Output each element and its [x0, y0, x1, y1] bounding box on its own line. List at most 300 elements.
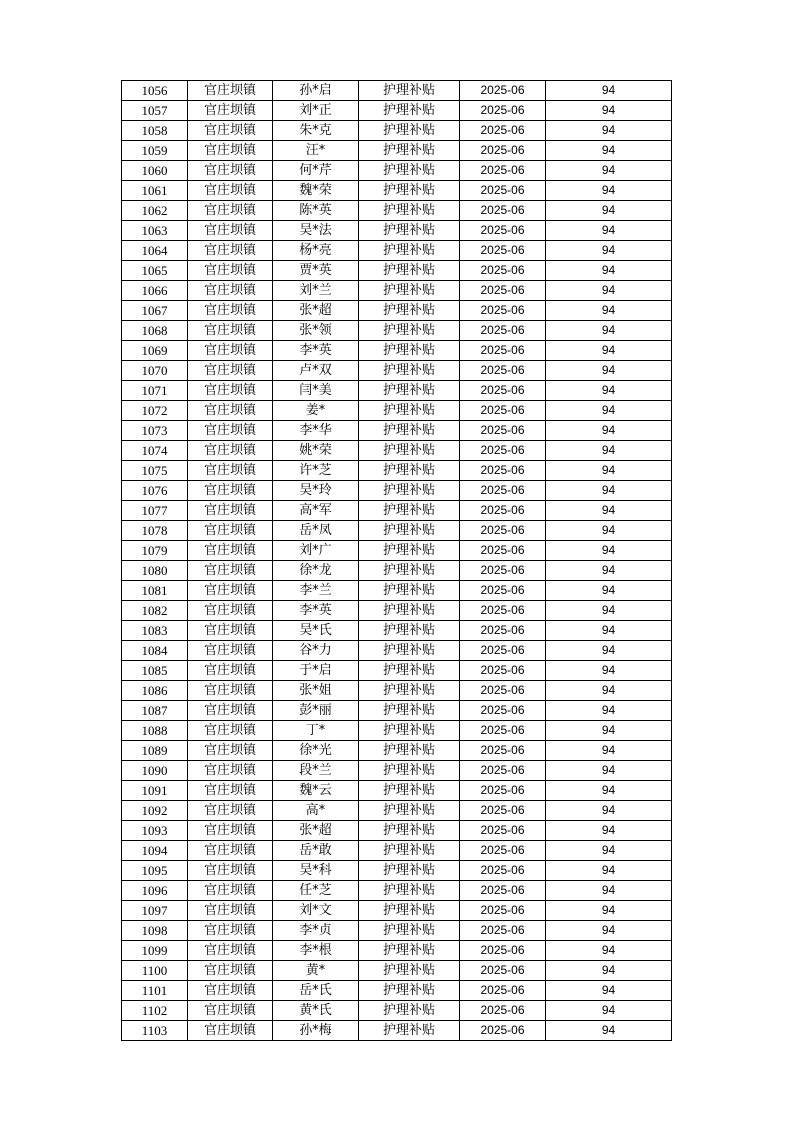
cell-month: 2025-06	[460, 581, 546, 601]
cell-person-name: 孙*梅	[273, 1021, 359, 1041]
cell-serial-number: 1101	[122, 981, 188, 1001]
cell-person-name: 丁*	[273, 721, 359, 741]
cell-amount: 94	[546, 661, 672, 681]
table-row	[122, 461, 672, 481]
cell-amount: 94	[546, 561, 672, 581]
cell-month: 2025-06	[460, 201, 546, 221]
cell-serial-number: 1060	[122, 161, 188, 181]
cell-month: 2025-06	[460, 381, 546, 401]
cell-month: 2025-06	[460, 641, 546, 661]
cell-subsidy-type: 护理补贴	[359, 441, 460, 461]
table-row	[122, 641, 672, 661]
table-row	[122, 741, 672, 761]
cell-town: 官庄坝镇	[188, 721, 273, 741]
cell-serial-number: 1095	[122, 861, 188, 881]
cell-subsidy-type: 护理补贴	[359, 361, 460, 381]
cell-town: 官庄坝镇	[188, 401, 273, 421]
cell-amount: 94	[546, 301, 672, 321]
cell-month: 2025-06	[460, 101, 546, 121]
cell-subsidy-type: 护理补贴	[359, 221, 460, 241]
cell-serial-number: 1068	[122, 321, 188, 341]
cell-subsidy-type: 护理补贴	[359, 281, 460, 301]
cell-serial-number: 1097	[122, 901, 188, 921]
table-row	[122, 721, 672, 741]
cell-person-name: 闫*美	[273, 381, 359, 401]
cell-month: 2025-06	[460, 841, 546, 861]
cell-serial-number: 1096	[122, 881, 188, 901]
cell-subsidy-type: 护理补贴	[359, 81, 460, 101]
cell-subsidy-type: 护理补贴	[359, 1021, 460, 1041]
cell-serial-number: 1085	[122, 661, 188, 681]
cell-town: 官庄坝镇	[188, 501, 273, 521]
cell-town: 官庄坝镇	[188, 701, 273, 721]
cell-town: 官庄坝镇	[188, 481, 273, 501]
cell-month: 2025-06	[460, 401, 546, 421]
cell-town: 官庄坝镇	[188, 781, 273, 801]
cell-town: 官庄坝镇	[188, 901, 273, 921]
cell-subsidy-type: 护理补贴	[359, 941, 460, 961]
cell-person-name: 汪*	[273, 141, 359, 161]
cell-subsidy-type: 护理补贴	[359, 241, 460, 261]
cell-town: 官庄坝镇	[188, 821, 273, 841]
cell-month: 2025-06	[460, 921, 546, 941]
cell-amount: 94	[546, 441, 672, 461]
cell-amount: 94	[546, 821, 672, 841]
cell-person-name: 谷*力	[273, 641, 359, 661]
cell-subsidy-type: 护理补贴	[359, 841, 460, 861]
cell-amount: 94	[546, 1021, 672, 1041]
cell-person-name: 姜*	[273, 401, 359, 421]
cell-subsidy-type: 护理补贴	[359, 981, 460, 1001]
table-row	[122, 781, 672, 801]
cell-town: 官庄坝镇	[188, 221, 273, 241]
cell-town: 官庄坝镇	[188, 281, 273, 301]
cell-town: 官庄坝镇	[188, 981, 273, 1001]
cell-serial-number: 1103	[122, 1021, 188, 1041]
cell-serial-number: 1057	[122, 101, 188, 121]
cell-subsidy-type: 护理补贴	[359, 581, 460, 601]
cell-amount: 94	[546, 341, 672, 361]
cell-month: 2025-06	[460, 701, 546, 721]
table-row	[122, 521, 672, 541]
cell-subsidy-type: 护理补贴	[359, 881, 460, 901]
table-row	[122, 901, 672, 921]
cell-subsidy-type: 护理补贴	[359, 101, 460, 121]
cell-subsidy-type: 护理补贴	[359, 481, 460, 501]
cell-amount: 94	[546, 81, 672, 101]
cell-person-name: 李*华	[273, 421, 359, 441]
cell-town: 官庄坝镇	[188, 761, 273, 781]
subsidy-table	[121, 80, 672, 1041]
cell-person-name: 李*英	[273, 341, 359, 361]
table-row	[122, 241, 672, 261]
cell-serial-number: 1089	[122, 741, 188, 761]
cell-month: 2025-06	[460, 141, 546, 161]
cell-town: 官庄坝镇	[188, 561, 273, 581]
cell-town: 官庄坝镇	[188, 541, 273, 561]
cell-serial-number: 1072	[122, 401, 188, 421]
cell-month: 2025-06	[460, 901, 546, 921]
table-body	[122, 81, 672, 1041]
cell-town: 官庄坝镇	[188, 301, 273, 321]
cell-month: 2025-06	[460, 81, 546, 101]
table-row	[122, 961, 672, 981]
cell-subsidy-type: 护理补贴	[359, 821, 460, 841]
table-row	[122, 581, 672, 601]
cell-subsidy-type: 护理补贴	[359, 561, 460, 581]
cell-town: 官庄坝镇	[188, 381, 273, 401]
cell-amount: 94	[546, 941, 672, 961]
cell-person-name: 魏*云	[273, 781, 359, 801]
cell-subsidy-type: 护理补贴	[359, 401, 460, 421]
cell-amount: 94	[546, 981, 672, 1001]
cell-amount: 94	[546, 681, 672, 701]
cell-amount: 94	[546, 381, 672, 401]
cell-person-name: 徐*龙	[273, 561, 359, 581]
cell-person-name: 岳*凤	[273, 521, 359, 541]
cell-person-name: 张*姐	[273, 681, 359, 701]
cell-town: 官庄坝镇	[188, 641, 273, 661]
cell-town: 官庄坝镇	[188, 661, 273, 681]
cell-amount: 94	[546, 761, 672, 781]
cell-amount: 94	[546, 161, 672, 181]
cell-month: 2025-06	[460, 301, 546, 321]
cell-serial-number: 1061	[122, 181, 188, 201]
cell-serial-number: 1083	[122, 621, 188, 641]
cell-amount: 94	[546, 701, 672, 721]
cell-month: 2025-06	[460, 461, 546, 481]
table-row	[122, 821, 672, 841]
cell-town: 官庄坝镇	[188, 841, 273, 861]
cell-person-name: 黄*	[273, 961, 359, 981]
cell-town: 官庄坝镇	[188, 861, 273, 881]
cell-serial-number: 1059	[122, 141, 188, 161]
cell-amount: 94	[546, 961, 672, 981]
table-row	[122, 761, 672, 781]
cell-serial-number: 1088	[122, 721, 188, 741]
cell-person-name: 李*根	[273, 941, 359, 961]
cell-town: 官庄坝镇	[188, 881, 273, 901]
cell-month: 2025-06	[460, 821, 546, 841]
cell-month: 2025-06	[460, 121, 546, 141]
cell-town: 官庄坝镇	[188, 961, 273, 981]
cell-subsidy-type: 护理补贴	[359, 641, 460, 661]
cell-subsidy-type: 护理补贴	[359, 201, 460, 221]
cell-serial-number: 1099	[122, 941, 188, 961]
cell-person-name: 彭*丽	[273, 701, 359, 721]
cell-subsidy-type: 护理补贴	[359, 761, 460, 781]
cell-town: 官庄坝镇	[188, 521, 273, 541]
table-row	[122, 141, 672, 161]
cell-month: 2025-06	[460, 221, 546, 241]
cell-subsidy-type: 护理补贴	[359, 261, 460, 281]
table-row	[122, 341, 672, 361]
cell-town: 官庄坝镇	[188, 161, 273, 181]
table-row	[122, 101, 672, 121]
cell-month: 2025-06	[460, 261, 546, 281]
cell-amount: 94	[546, 181, 672, 201]
cell-subsidy-type: 护理补贴	[359, 721, 460, 741]
cell-subsidy-type: 护理补贴	[359, 421, 460, 441]
table-row	[122, 281, 672, 301]
cell-month: 2025-06	[460, 281, 546, 301]
cell-subsidy-type: 护理补贴	[359, 1001, 460, 1021]
cell-serial-number: 1087	[122, 701, 188, 721]
table-row	[122, 801, 672, 821]
cell-month: 2025-06	[460, 961, 546, 981]
cell-month: 2025-06	[460, 621, 546, 641]
cell-town: 官庄坝镇	[188, 141, 273, 161]
cell-person-name: 陈*英	[273, 201, 359, 221]
cell-subsidy-type: 护理补贴	[359, 381, 460, 401]
cell-person-name: 高*	[273, 801, 359, 821]
cell-month: 2025-06	[460, 521, 546, 541]
cell-amount: 94	[546, 401, 672, 421]
cell-serial-number: 1086	[122, 681, 188, 701]
cell-amount: 94	[546, 781, 672, 801]
cell-amount: 94	[546, 101, 672, 121]
table-row	[122, 301, 672, 321]
cell-person-name: 刘*文	[273, 901, 359, 921]
cell-person-name: 贾*英	[273, 261, 359, 281]
cell-person-name: 杨*亮	[273, 241, 359, 261]
cell-amount: 94	[546, 281, 672, 301]
cell-serial-number: 1077	[122, 501, 188, 521]
cell-serial-number: 1094	[122, 841, 188, 861]
cell-person-name: 岳*氏	[273, 981, 359, 1001]
cell-serial-number: 1082	[122, 601, 188, 621]
cell-subsidy-type: 护理补贴	[359, 161, 460, 181]
cell-person-name: 徐*光	[273, 741, 359, 761]
cell-subsidy-type: 护理补贴	[359, 901, 460, 921]
cell-month: 2025-06	[460, 501, 546, 521]
cell-subsidy-type: 护理补贴	[359, 301, 460, 321]
cell-amount: 94	[546, 541, 672, 561]
cell-person-name: 任*芝	[273, 881, 359, 901]
cell-person-name: 吴*法	[273, 221, 359, 241]
cell-amount: 94	[546, 461, 672, 481]
cell-town: 官庄坝镇	[188, 741, 273, 761]
cell-month: 2025-06	[460, 181, 546, 201]
cell-person-name: 李*兰	[273, 581, 359, 601]
cell-serial-number: 1075	[122, 461, 188, 481]
cell-person-name: 黄*氏	[273, 1001, 359, 1021]
cell-person-name: 李*贞	[273, 921, 359, 941]
cell-serial-number: 1069	[122, 341, 188, 361]
cell-amount: 94	[546, 421, 672, 441]
cell-serial-number: 1067	[122, 301, 188, 321]
table-row	[122, 601, 672, 621]
table-row	[122, 981, 672, 1001]
table-row	[122, 201, 672, 221]
cell-amount: 94	[546, 721, 672, 741]
cell-serial-number: 1066	[122, 281, 188, 301]
cell-subsidy-type: 护理补贴	[359, 961, 460, 981]
table-row	[122, 221, 672, 241]
cell-month: 2025-06	[460, 661, 546, 681]
cell-subsidy-type: 护理补贴	[359, 461, 460, 481]
cell-person-name: 李*英	[273, 601, 359, 621]
cell-amount: 94	[546, 641, 672, 661]
table-row	[122, 261, 672, 281]
cell-month: 2025-06	[460, 361, 546, 381]
table-row	[122, 841, 672, 861]
cell-person-name: 高*军	[273, 501, 359, 521]
cell-month: 2025-06	[460, 981, 546, 1001]
cell-person-name: 魏*荣	[273, 181, 359, 201]
cell-month: 2025-06	[460, 781, 546, 801]
cell-month: 2025-06	[460, 321, 546, 341]
cell-person-name: 何*芹	[273, 161, 359, 181]
cell-month: 2025-06	[460, 721, 546, 741]
cell-amount: 94	[546, 861, 672, 881]
cell-subsidy-type: 护理补贴	[359, 861, 460, 881]
table-row	[122, 501, 672, 521]
cell-month: 2025-06	[460, 741, 546, 761]
table-row	[122, 941, 672, 961]
cell-person-name: 刘*正	[273, 101, 359, 121]
cell-serial-number: 1065	[122, 261, 188, 281]
cell-town: 官庄坝镇	[188, 601, 273, 621]
cell-serial-number: 1093	[122, 821, 188, 841]
cell-serial-number: 1070	[122, 361, 188, 381]
cell-town: 官庄坝镇	[188, 921, 273, 941]
cell-town: 官庄坝镇	[188, 321, 273, 341]
cell-month: 2025-06	[460, 681, 546, 701]
cell-person-name: 吴*氏	[273, 621, 359, 641]
cell-town: 官庄坝镇	[188, 941, 273, 961]
cell-amount: 94	[546, 901, 672, 921]
cell-month: 2025-06	[460, 761, 546, 781]
table-row	[122, 181, 672, 201]
cell-subsidy-type: 护理补贴	[359, 541, 460, 561]
cell-town: 官庄坝镇	[188, 181, 273, 201]
cell-amount: 94	[546, 241, 672, 261]
cell-subsidy-type: 护理补贴	[359, 321, 460, 341]
cell-town: 官庄坝镇	[188, 201, 273, 221]
cell-town: 官庄坝镇	[188, 81, 273, 101]
cell-town: 官庄坝镇	[188, 1001, 273, 1021]
cell-town: 官庄坝镇	[188, 361, 273, 381]
cell-town: 官庄坝镇	[188, 441, 273, 461]
cell-subsidy-type: 护理补贴	[359, 781, 460, 801]
cell-amount: 94	[546, 141, 672, 161]
cell-subsidy-type: 护理补贴	[359, 701, 460, 721]
cell-subsidy-type: 护理补贴	[359, 501, 460, 521]
table-row	[122, 661, 672, 681]
table-row	[122, 121, 672, 141]
cell-serial-number: 1058	[122, 121, 188, 141]
cell-month: 2025-06	[460, 441, 546, 461]
cell-serial-number: 1080	[122, 561, 188, 581]
cell-person-name: 段*兰	[273, 761, 359, 781]
cell-month: 2025-06	[460, 601, 546, 621]
cell-town: 官庄坝镇	[188, 101, 273, 121]
cell-amount: 94	[546, 921, 672, 941]
cell-town: 官庄坝镇	[188, 621, 273, 641]
cell-serial-number: 1062	[122, 201, 188, 221]
table-row	[122, 541, 672, 561]
cell-subsidy-type: 护理补贴	[359, 801, 460, 821]
table-row	[122, 921, 672, 941]
cell-person-name: 刘*广	[273, 541, 359, 561]
cell-person-name: 朱*克	[273, 121, 359, 141]
cell-person-name: 岳*敢	[273, 841, 359, 861]
cell-amount: 94	[546, 201, 672, 221]
table-row	[122, 321, 672, 341]
table-row	[122, 401, 672, 421]
cell-subsidy-type: 护理补贴	[359, 661, 460, 681]
cell-serial-number: 1102	[122, 1001, 188, 1021]
cell-amount: 94	[546, 581, 672, 601]
cell-month: 2025-06	[460, 341, 546, 361]
cell-subsidy-type: 护理补贴	[359, 601, 460, 621]
table-row	[122, 561, 672, 581]
cell-month: 2025-06	[460, 561, 546, 581]
cell-person-name: 吴*科	[273, 861, 359, 881]
cell-subsidy-type: 护理补贴	[359, 741, 460, 761]
table-row	[122, 621, 672, 641]
cell-amount: 94	[546, 741, 672, 761]
cell-amount: 94	[546, 521, 672, 541]
table-row	[122, 701, 672, 721]
cell-person-name: 刘*兰	[273, 281, 359, 301]
cell-month: 2025-06	[460, 1021, 546, 1041]
table-row	[122, 161, 672, 181]
cell-town: 官庄坝镇	[188, 681, 273, 701]
cell-town: 官庄坝镇	[188, 801, 273, 821]
cell-amount: 94	[546, 801, 672, 821]
cell-month: 2025-06	[460, 861, 546, 881]
cell-serial-number: 1100	[122, 961, 188, 981]
table-row	[122, 861, 672, 881]
cell-amount: 94	[546, 1001, 672, 1021]
cell-month: 2025-06	[460, 161, 546, 181]
cell-town: 官庄坝镇	[188, 341, 273, 361]
table-row	[122, 441, 672, 461]
cell-amount: 94	[546, 321, 672, 341]
cell-amount: 94	[546, 261, 672, 281]
cell-subsidy-type: 护理补贴	[359, 521, 460, 541]
cell-person-name: 张*超	[273, 301, 359, 321]
cell-town: 官庄坝镇	[188, 461, 273, 481]
cell-serial-number: 1084	[122, 641, 188, 661]
cell-amount: 94	[546, 481, 672, 501]
cell-serial-number: 1078	[122, 521, 188, 541]
cell-person-name: 张*超	[273, 821, 359, 841]
table-row	[122, 681, 672, 701]
cell-subsidy-type: 护理补贴	[359, 121, 460, 141]
cell-month: 2025-06	[460, 941, 546, 961]
cell-town: 官庄坝镇	[188, 1021, 273, 1041]
cell-subsidy-type: 护理补贴	[359, 141, 460, 161]
cell-month: 2025-06	[460, 481, 546, 501]
cell-subsidy-type: 护理补贴	[359, 681, 460, 701]
cell-amount: 94	[546, 601, 672, 621]
cell-serial-number: 1064	[122, 241, 188, 261]
cell-month: 2025-06	[460, 1001, 546, 1021]
table-row	[122, 881, 672, 901]
cell-amount: 94	[546, 841, 672, 861]
cell-person-name: 于*启	[273, 661, 359, 681]
cell-month: 2025-06	[460, 881, 546, 901]
table-row	[122, 381, 672, 401]
table-row	[122, 361, 672, 381]
table-row	[122, 81, 672, 101]
cell-person-name: 吴*玲	[273, 481, 359, 501]
cell-serial-number: 1090	[122, 761, 188, 781]
cell-amount: 94	[546, 881, 672, 901]
